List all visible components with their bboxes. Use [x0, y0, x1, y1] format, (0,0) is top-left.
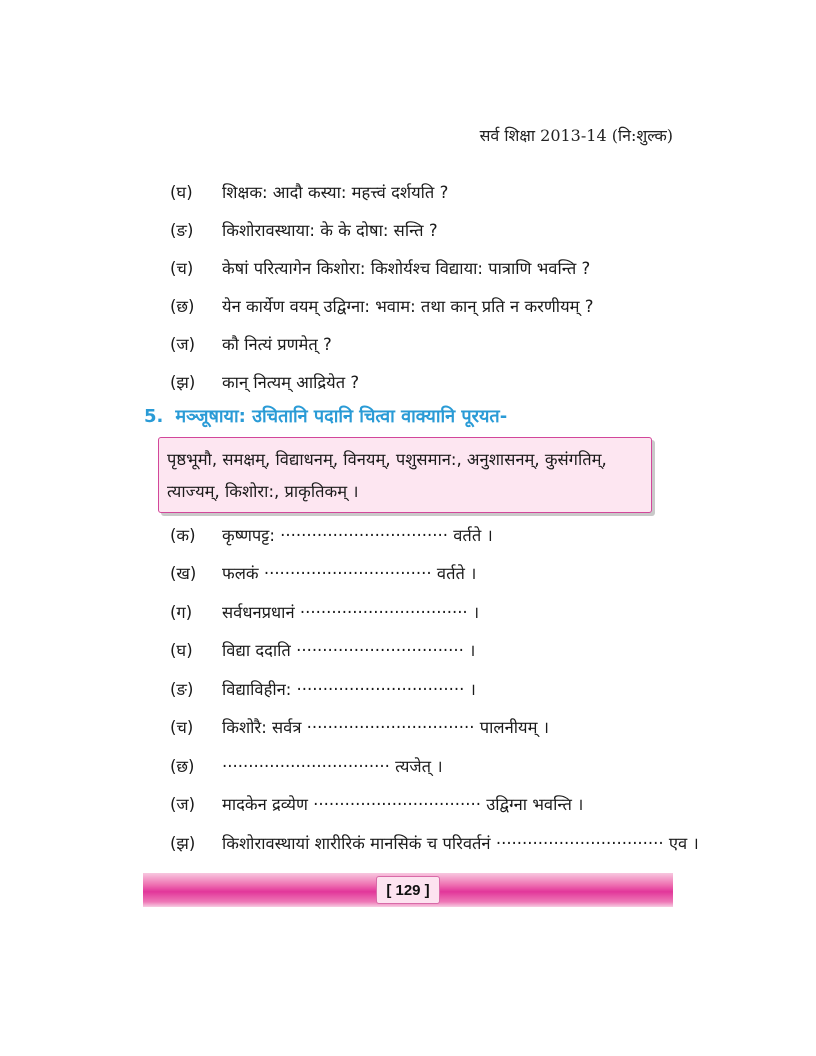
question-text: शिक्षक: आदौ कस्या: महत्त्वं दर्शयति ? — [222, 182, 449, 202]
fill-item — [170, 785, 699, 824]
fill-text: मादकेन द्रव्येण ································ उद्विग्ना भवन्ति । — [222, 795, 584, 815]
fill-number: (ज) — [170, 795, 196, 815]
fill-text: ································ त्यजेत् । — [222, 756, 443, 776]
fill-item — [170, 823, 699, 862]
fill-number: (ङ) — [170, 679, 194, 699]
fill-number: (च) — [170, 718, 194, 738]
question-number: (च) — [170, 258, 194, 278]
fill-in-list — [170, 515, 699, 862]
fill-number: (ख) — [170, 564, 197, 584]
page-number: [ 129 ] — [376, 876, 440, 904]
fill-item — [170, 746, 699, 785]
fill-item — [170, 592, 699, 631]
question-number: (छ) — [170, 296, 195, 316]
fill-number: (घ) — [170, 641, 193, 661]
fill-text: किशोरै: सर्वत्र ································ पालनीयम् । — [222, 718, 549, 738]
fill-text: किशोरावस्थायां शारीरिकं मानसिकं च परिवर्तनं ································ एव । — [222, 833, 699, 853]
fill-text: विद्याविहीन: ································ । — [222, 679, 476, 699]
section-title-text: मञ्जूषाया: उचितानि पदानि चित्वा वाक्यानि पूरयत- — [175, 406, 508, 427]
question-text: येन कार्येण वयम् उद्विग्ना: भवाम: तथा कान् प्रति न करणीयम् ? — [222, 296, 594, 316]
fill-text: फलकं ································ वर्तते । — [222, 564, 477, 584]
fill-text: सर्वधनप्रधानं ································ । — [222, 602, 480, 622]
word-box-line: पृष्ठभूमौ, समक्षम्, विद्याधनम्, विनयम्, पशुसमान:, अनुशासनम्, कुसंगतिम्, — [167, 450, 607, 469]
question-item — [170, 210, 594, 248]
fill-item — [170, 669, 699, 708]
question-text: कौ नित्यं प्रणमेत् ? — [222, 334, 332, 354]
fill-number: (झ) — [170, 833, 196, 853]
word-box-line: त्याज्यम्, किशोरा:, प्राकृतिकम् । — [167, 482, 359, 501]
question-number: (घ) — [170, 182, 193, 202]
question-text: कान् नित्यम् आद्रियेत ? — [222, 372, 360, 392]
question-item — [170, 324, 594, 362]
question-text: किशोरावस्थाया: के के दोषा: सन्ति ? — [222, 220, 438, 240]
section-number: 5. — [144, 406, 164, 427]
question-number: (ज) — [170, 334, 196, 354]
fill-item — [170, 515, 699, 554]
fill-number: (ग) — [170, 602, 193, 622]
question-item — [170, 248, 594, 286]
fill-text: विद्या ददाति ································ । — [222, 641, 476, 661]
fill-item — [170, 708, 699, 747]
section-heading — [144, 404, 507, 428]
question-item — [170, 362, 594, 400]
question-list — [170, 172, 594, 400]
question-item — [170, 172, 594, 210]
question-text: केषां परित्यागेन किशोरा: किशोर्यश्च विद्याया: पात्राणि भवन्ति ? — [222, 258, 591, 278]
question-number: (ङ) — [170, 220, 194, 240]
fill-item — [170, 631, 699, 670]
fill-number: (क) — [170, 525, 196, 545]
question-item — [170, 286, 594, 324]
word-box — [158, 437, 652, 513]
fill-number: (छ) — [170, 756, 195, 776]
page-header: सर्व शिक्षा 2013-14 (नि:शुल्क) — [479, 126, 673, 145]
fill-text: कृष्णपट्ट: ································ वर्तते । — [222, 525, 493, 545]
fill-item — [170, 554, 699, 593]
question-number: (झ) — [170, 372, 196, 392]
